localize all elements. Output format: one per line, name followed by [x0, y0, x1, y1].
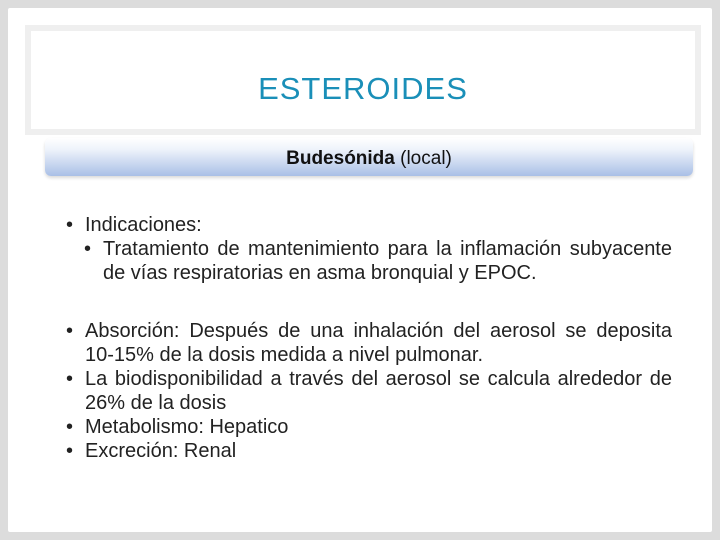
bullet-biodisponibilidad: • La biodisponibilidad a través del aerosol se calcula alrededor de 26% de la dosis — [66, 367, 672, 415]
spacer — [66, 285, 672, 319]
bullet-absorcion: • Absorción: Después de una inhalación del aerosol se deposita 10-15% de la dosis medida a nivel pulmonar. — [66, 319, 672, 367]
subtitle-bar — [45, 138, 693, 176]
slide-content — [66, 213, 672, 463]
slide-title: ESTEROIDES — [258, 71, 468, 106]
slide-subtitle — [45, 148, 693, 170]
slide — [8, 8, 712, 532]
bullet-excrecion: • Excreción: Renal — [66, 439, 672, 463]
bullet-indicaciones: • Indicaciones: — [66, 213, 672, 237]
sub-bullet-tratamiento: • Tratamiento de mantenimiento para la inflamación subyacente de vías respiratorias en asma bronquial y EPOC. — [84, 237, 672, 285]
bullet-metabolismo: • Metabolismo: Hepatico — [66, 415, 672, 439]
subtitle-drug-name: Budesónida — [286, 148, 395, 169]
subtitle-qualifier: (local) — [394, 148, 452, 169]
title-frame — [25, 25, 701, 135]
